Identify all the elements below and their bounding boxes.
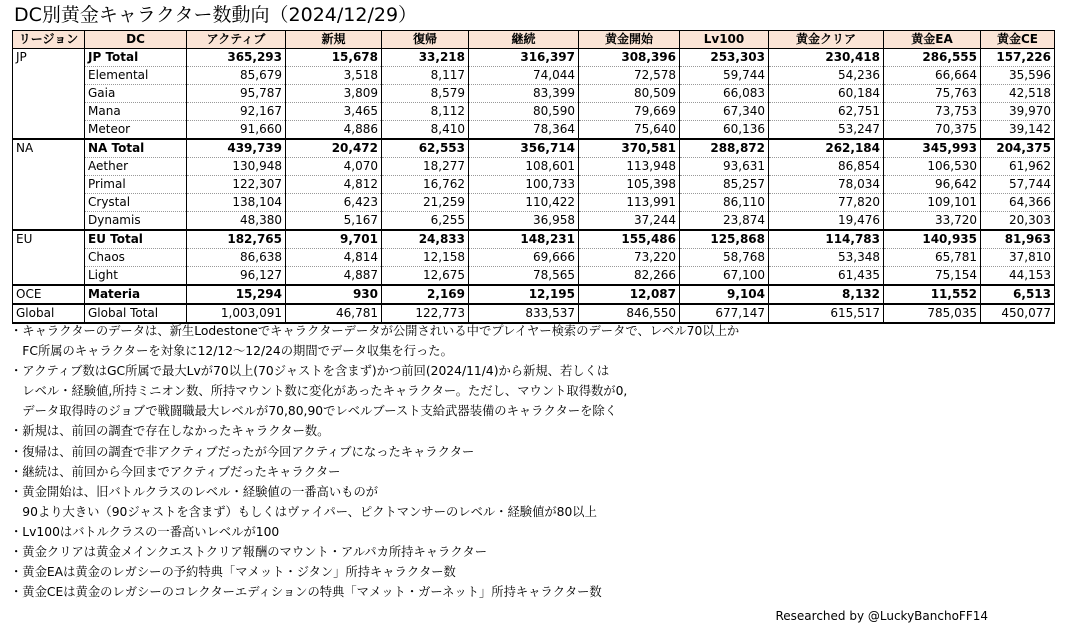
- note-line: ・黄金EAは黄金のレガシーの予約特典「マメット・ジタン」所持キャラクター数: [10, 565, 456, 580]
- value-cell: 93,631: [680, 158, 769, 176]
- dc-cell: Elemental: [85, 67, 187, 85]
- value-cell: 73,220: [579, 249, 680, 267]
- value-cell: 95,787: [187, 85, 286, 103]
- value-cell: 114,783: [769, 230, 884, 249]
- value-cell: 33,218: [382, 49, 469, 67]
- value-cell: 157,226: [981, 49, 1055, 67]
- value-cell: 39,970: [981, 103, 1055, 121]
- value-cell: 23,874: [680, 212, 769, 231]
- dc-cell: Light: [85, 267, 187, 286]
- value-cell: 46,781: [286, 304, 382, 323]
- value-cell: 78,034: [769, 176, 884, 194]
- value-cell: 12,087: [579, 285, 680, 304]
- value-cell: 113,991: [579, 194, 680, 212]
- value-cell: 62,751: [769, 103, 884, 121]
- value-cell: 86,638: [187, 249, 286, 267]
- value-cell: 785,035: [884, 304, 981, 323]
- region-cell: [13, 212, 85, 231]
- value-cell: 75,763: [884, 85, 981, 103]
- value-cell: 833,537: [469, 304, 579, 323]
- value-cell: 6,255: [382, 212, 469, 231]
- value-cell: 230,418: [769, 49, 884, 67]
- value-cell: 20,472: [286, 139, 382, 158]
- region-cell: [13, 194, 85, 212]
- header-dc: DC: [85, 31, 187, 49]
- value-cell: 6,423: [286, 194, 382, 212]
- value-cell: 48,380: [187, 212, 286, 231]
- value-cell: 8,112: [382, 103, 469, 121]
- value-cell: 72,578: [579, 67, 680, 85]
- table-body: [13, 49, 1055, 324]
- note-line: ・キャラクターのデータは、新生Lodestoneでキャラクターデータが公開されいる中でプレイヤー検索のデータで、レベル70以上か: [10, 324, 740, 338]
- notes: [10, 321, 1050, 602]
- value-cell: 44,153: [981, 267, 1055, 286]
- value-cell: 92,167: [187, 103, 286, 121]
- region-cell: [13, 158, 85, 176]
- table-row: [13, 85, 1055, 103]
- note-line: ・Lv100はバトルクラスの一番高いレベルが100: [10, 524, 280, 539]
- value-cell: 81,963: [981, 230, 1055, 249]
- value-cell: 1,003,091: [187, 304, 286, 323]
- value-cell: 9,701: [286, 230, 382, 249]
- value-cell: 8,117: [382, 67, 469, 85]
- value-cell: 345,993: [884, 139, 981, 158]
- note-line: ・アクティブ数はGC所属で最大Lvが70以上(70ジャストを含まず)かつ前回(2024/11/4)から新規、若しくは: [10, 364, 610, 379]
- value-cell: 86,110: [680, 194, 769, 212]
- value-cell: 20,303: [981, 212, 1055, 231]
- value-cell: 138,104: [187, 194, 286, 212]
- character-stats-table: [12, 30, 1055, 324]
- dc-cell: JP Total: [85, 49, 187, 67]
- table-row: [13, 267, 1055, 286]
- value-cell: 9,104: [680, 285, 769, 304]
- value-cell: 91,660: [187, 121, 286, 140]
- value-cell: 58,768: [680, 249, 769, 267]
- value-cell: 2,169: [382, 285, 469, 304]
- header-new: 新規: [286, 31, 382, 49]
- value-cell: 39,142: [981, 121, 1055, 140]
- dc-cell: Crystal: [85, 194, 187, 212]
- header-dt-clear: 黄金クリア: [769, 31, 884, 49]
- value-cell: 75,154: [884, 267, 981, 286]
- value-cell: 288,872: [680, 139, 769, 158]
- value-cell: 59,744: [680, 67, 769, 85]
- value-cell: 130,948: [187, 158, 286, 176]
- value-cell: 37,810: [981, 249, 1055, 267]
- dc-cell: Meteor: [85, 121, 187, 140]
- value-cell: 70,375: [884, 121, 981, 140]
- value-cell: 182,765: [187, 230, 286, 249]
- table-row: [13, 121, 1055, 140]
- value-cell: 4,070: [286, 158, 382, 176]
- header-dt-ea: 黄金EA: [884, 31, 981, 49]
- dc-cell: Primal: [85, 176, 187, 194]
- value-cell: 85,679: [187, 67, 286, 85]
- note-line: ・新規は、前回の調査で存在しなかったキャラクター数。: [10, 424, 330, 439]
- value-cell: 65,781: [884, 249, 981, 267]
- value-cell: 35,596: [981, 67, 1055, 85]
- region-cell: [13, 176, 85, 194]
- header-continue: 継続: [469, 31, 579, 49]
- value-cell: 108,601: [469, 158, 579, 176]
- value-cell: 24,833: [382, 230, 469, 249]
- value-cell: 61,435: [769, 267, 884, 286]
- note-line: ・黄金開始は、旧バトルクラスのレベル・経験値の一番高いものが: [10, 484, 379, 499]
- value-cell: 79,669: [579, 103, 680, 121]
- value-cell: 439,739: [187, 139, 286, 158]
- dc-cell: Aether: [85, 158, 187, 176]
- header-lv100: Lv100: [680, 31, 769, 49]
- value-cell: 80,509: [579, 85, 680, 103]
- note-line: FC所属のキャラクターを対象に12/12～12/24の期間でデータ収集を行った。: [10, 344, 453, 359]
- region-cell: Global: [13, 304, 85, 323]
- table-row: [13, 285, 1055, 304]
- value-cell: 66,664: [884, 67, 981, 85]
- dc-cell: Global Total: [85, 304, 187, 323]
- table-row: [13, 249, 1055, 267]
- value-cell: 36,958: [469, 212, 579, 231]
- value-cell: 8,579: [382, 85, 469, 103]
- note-line: 90より大きい（90ジャストを含まず）もしくはヴァイパー、ピクトマンサーのレベル・経験値が80以上: [10, 504, 597, 519]
- region-cell: [13, 67, 85, 85]
- table-row: [13, 139, 1055, 158]
- header-dt-ce: 黄金CE: [981, 31, 1055, 49]
- value-cell: 110,422: [469, 194, 579, 212]
- value-cell: 3,809: [286, 85, 382, 103]
- region-cell: [13, 121, 85, 140]
- table-row: [13, 158, 1055, 176]
- region-cell: EU: [13, 230, 85, 249]
- value-cell: 57,744: [981, 176, 1055, 194]
- table-row: [13, 103, 1055, 121]
- value-cell: 67,100: [680, 267, 769, 286]
- dc-cell: NA Total: [85, 139, 187, 158]
- table-row: [13, 212, 1055, 231]
- value-cell: 53,247: [769, 121, 884, 140]
- value-cell: 73,753: [884, 103, 981, 121]
- value-cell: 846,550: [579, 304, 680, 323]
- value-cell: 86,854: [769, 158, 884, 176]
- region-cell: [13, 103, 85, 121]
- value-cell: 109,101: [884, 194, 981, 212]
- value-cell: 3,518: [286, 67, 382, 85]
- header-return: 復帰: [382, 31, 469, 49]
- value-cell: 4,887: [286, 267, 382, 286]
- value-cell: 4,814: [286, 249, 382, 267]
- value-cell: 62,553: [382, 139, 469, 158]
- value-cell: 140,935: [884, 230, 981, 249]
- note-line: レベル・経験値,所持ミニオン数、所持マウント数に変化があったキャラクター。ただし、マウント取得数が0,: [10, 384, 628, 399]
- value-cell: 5,167: [286, 212, 382, 231]
- value-cell: 18,277: [382, 158, 469, 176]
- value-cell: 12,158: [382, 249, 469, 267]
- dc-cell: Materia: [85, 285, 187, 304]
- value-cell: 96,127: [187, 267, 286, 286]
- value-cell: 100,733: [469, 176, 579, 194]
- region-cell: JP: [13, 49, 85, 67]
- header-region: リージョン: [13, 31, 85, 49]
- value-cell: 105,398: [579, 176, 680, 194]
- value-cell: 75,640: [579, 121, 680, 140]
- region-cell: [13, 249, 85, 267]
- value-cell: 69,666: [469, 249, 579, 267]
- note-line: ・黄金クリアは黄金メインクエストクリア報酬のマウント・アルパカ所持キャラクター: [10, 545, 487, 560]
- dc-cell: Chaos: [85, 249, 187, 267]
- value-cell: 54,236: [769, 67, 884, 85]
- dc-cell: Dynamis: [85, 212, 187, 231]
- value-cell: 122,773: [382, 304, 469, 323]
- value-cell: 96,642: [884, 176, 981, 194]
- value-cell: 82,266: [579, 267, 680, 286]
- value-cell: 78,565: [469, 267, 579, 286]
- value-cell: 61,962: [981, 158, 1055, 176]
- page-title: DC別黄金キャラクター数動向（2024/12/29）: [14, 4, 418, 26]
- table-row: [13, 176, 1055, 194]
- note-line: ・継続は、前回から今回までアクティブだったキャラクター: [10, 464, 341, 479]
- header-dt-start: 黄金開始: [579, 31, 680, 49]
- value-cell: 3,465: [286, 103, 382, 121]
- value-cell: 64,366: [981, 194, 1055, 212]
- note-line: ・黄金CEは黄金のレガシーのコレクターエディションの特典「マメット・ガーネット」所持キャラクター数: [10, 585, 602, 600]
- value-cell: 113,948: [579, 158, 680, 176]
- value-cell: 8,410: [382, 121, 469, 140]
- dc-cell: Mana: [85, 103, 187, 121]
- value-cell: 53,348: [769, 249, 884, 267]
- dc-cell: EU Total: [85, 230, 187, 249]
- value-cell: 204,375: [981, 139, 1055, 158]
- value-cell: 60,184: [769, 85, 884, 103]
- credit: Researched by @LuckyBanchoFF14: [775, 609, 988, 623]
- value-cell: 262,184: [769, 139, 884, 158]
- value-cell: 370,581: [579, 139, 680, 158]
- value-cell: 253,303: [680, 49, 769, 67]
- value-cell: 356,714: [469, 139, 579, 158]
- value-cell: 85,257: [680, 176, 769, 194]
- note-line: データ取得時のジョブで戦闘職最大レベルが70,80,90でレベルブースト支給武器装備のキャラクターを除く: [10, 404, 618, 419]
- value-cell: 155,486: [579, 230, 680, 249]
- value-cell: 77,820: [769, 194, 884, 212]
- table-row: [13, 49, 1055, 67]
- value-cell: 37,244: [579, 212, 680, 231]
- value-cell: 21,259: [382, 194, 469, 212]
- value-cell: 4,886: [286, 121, 382, 140]
- value-cell: 365,293: [187, 49, 286, 67]
- value-cell: 12,675: [382, 267, 469, 286]
- value-cell: 8,132: [769, 285, 884, 304]
- value-cell: 83,399: [469, 85, 579, 103]
- dc-cell: Gaia: [85, 85, 187, 103]
- value-cell: 308,396: [579, 49, 680, 67]
- value-cell: 122,307: [187, 176, 286, 194]
- value-cell: 16,762: [382, 176, 469, 194]
- note-line: ・復帰は、前回の調査で非アクティブだったが今回アクティブになったキャラクター: [10, 444, 475, 459]
- value-cell: 33,720: [884, 212, 981, 231]
- value-cell: 15,678: [286, 49, 382, 67]
- region-cell: [13, 267, 85, 286]
- value-cell: 6,513: [981, 285, 1055, 304]
- value-cell: 615,517: [769, 304, 884, 323]
- value-cell: 80,590: [469, 103, 579, 121]
- region-cell: NA: [13, 139, 85, 158]
- value-cell: 148,231: [469, 230, 579, 249]
- table-row: [13, 67, 1055, 85]
- value-cell: 286,555: [884, 49, 981, 67]
- value-cell: 450,077: [981, 304, 1055, 323]
- value-cell: 78,364: [469, 121, 579, 140]
- value-cell: 60,136: [680, 121, 769, 140]
- value-cell: 42,518: [981, 85, 1055, 103]
- value-cell: 106,530: [884, 158, 981, 176]
- value-cell: 930: [286, 285, 382, 304]
- value-cell: 15,294: [187, 285, 286, 304]
- table-row: [13, 230, 1055, 249]
- table-header-row: [13, 31, 1055, 49]
- value-cell: 74,044: [469, 67, 579, 85]
- value-cell: 19,476: [769, 212, 884, 231]
- value-cell: 316,397: [469, 49, 579, 67]
- table-row: [13, 194, 1055, 212]
- value-cell: 677,147: [680, 304, 769, 323]
- value-cell: 67,340: [680, 103, 769, 121]
- value-cell: 12,195: [469, 285, 579, 304]
- value-cell: 66,083: [680, 85, 769, 103]
- region-cell: OCE: [13, 285, 85, 304]
- value-cell: 11,552: [884, 285, 981, 304]
- value-cell: 4,812: [286, 176, 382, 194]
- header-active: アクティブ: [187, 31, 286, 49]
- value-cell: 125,868: [680, 230, 769, 249]
- region-cell: [13, 85, 85, 103]
